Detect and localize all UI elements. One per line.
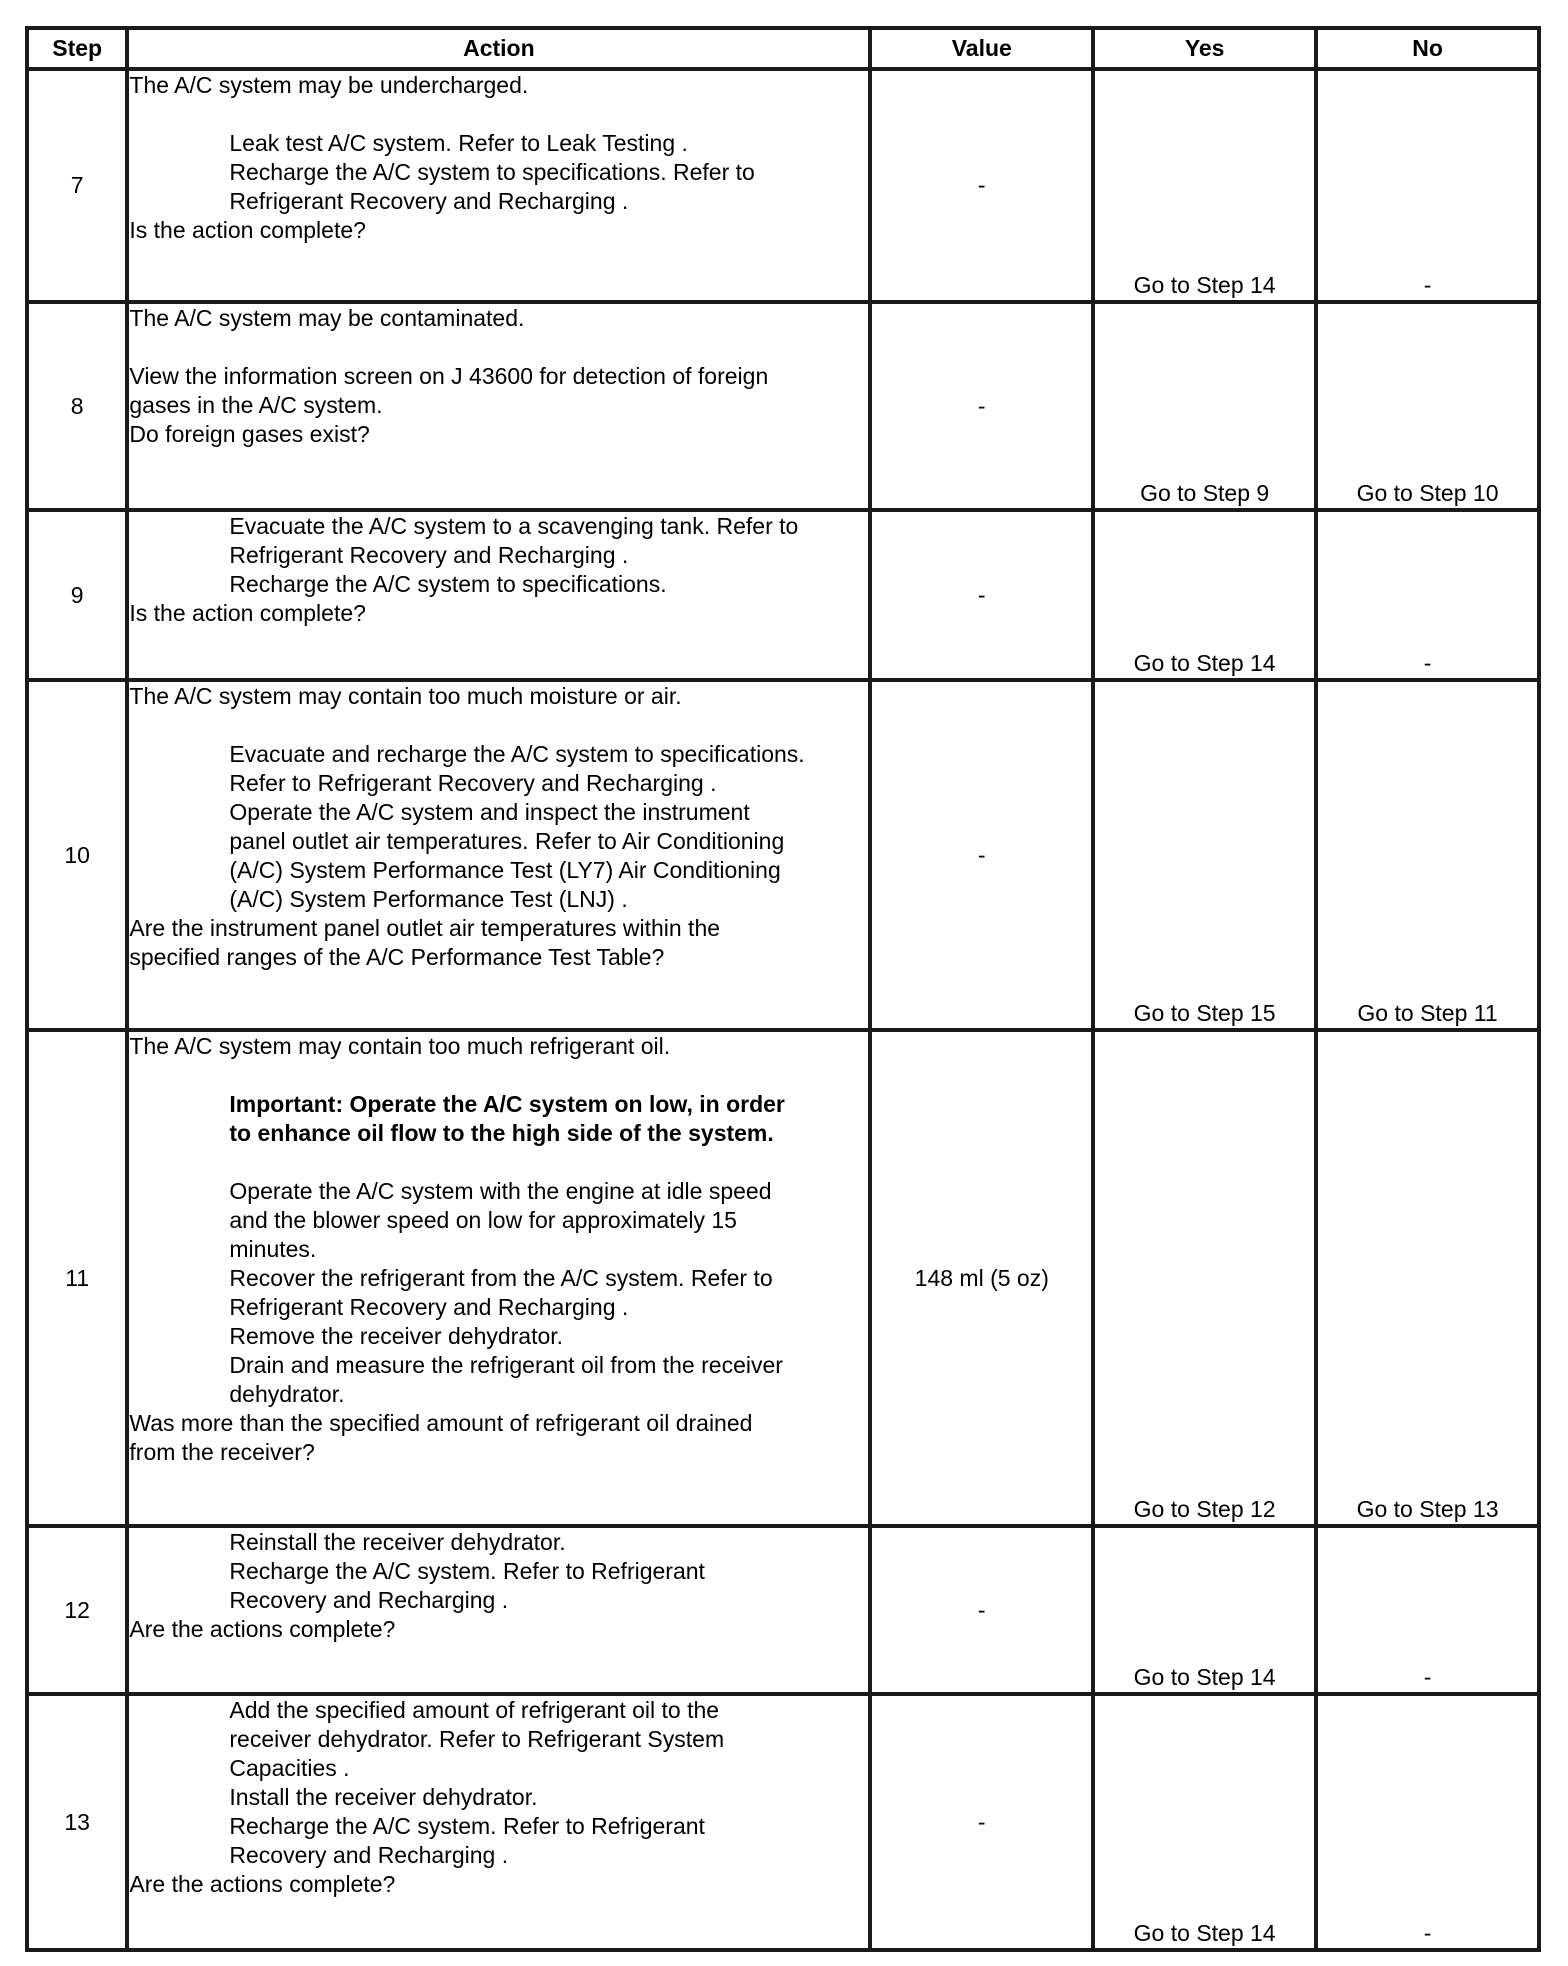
step-number: 13	[27, 1694, 127, 1950]
action-cell	[127, 1030, 870, 1526]
value-cell: -	[870, 1526, 1093, 1694]
value-cell: -	[870, 510, 1093, 680]
table-row	[27, 1526, 1539, 1694]
step-number: 7	[27, 69, 127, 302]
header-value: Value	[870, 28, 1093, 69]
action-line: Recharge the A/C system. Refer to Refrigerant	[229, 1558, 705, 1584]
action-line: Refrigerant Recovery and Recharging .	[229, 1294, 629, 1320]
table-row	[27, 69, 1539, 302]
step-number: 11	[27, 1030, 127, 1526]
header-row	[27, 28, 1539, 69]
action-cell	[127, 302, 870, 510]
action-intro: The A/C system may be undercharged.	[129, 72, 529, 98]
action-line: Capacities .	[229, 1755, 350, 1781]
header-step: Step	[27, 28, 127, 69]
action-line: Operate the A/C system and inspect the instrument	[229, 799, 750, 825]
action-line: Recovery and Recharging .	[229, 1842, 509, 1868]
action-cell	[127, 680, 870, 1030]
yes-cell: Go to Step 12	[1093, 1030, 1316, 1526]
action-cell	[127, 1694, 870, 1950]
action-question: Was more than the specified amount of refrigerant oil drained	[129, 1410, 753, 1436]
action-line: View the information screen on J 43600 for detection of foreign	[129, 363, 769, 389]
action-question: Do foreign gases exist?	[129, 421, 370, 447]
action-line: Refer to Refrigerant Recovery and Recharging .	[229, 770, 717, 796]
action-line: (A/C) System Performance Test (LY7) Air Conditioning	[229, 857, 781, 883]
action-cell	[127, 1526, 870, 1694]
no-cell: Go to Step 13	[1316, 1030, 1539, 1526]
yes-cell: Go to Step 14	[1093, 1694, 1316, 1950]
no-cell: Go to Step 10	[1316, 302, 1539, 510]
action-question: Is the action complete?	[129, 600, 366, 626]
action-line: Add the specified amount of refrigerant oil to the	[229, 1697, 720, 1723]
action-question: Are the actions complete?	[129, 1616, 396, 1642]
action-question: Are the actions complete?	[129, 1871, 396, 1897]
value-cell: 148 ml (5 oz)	[870, 1030, 1093, 1526]
action-question: Are the instrument panel outlet air temperatures within the	[129, 915, 721, 941]
action-question: from the receiver?	[129, 1439, 315, 1465]
action-line: Refrigerant Recovery and Recharging .	[229, 188, 629, 214]
action-line: Refrigerant Recovery and Recharging .	[229, 542, 629, 568]
value-cell: -	[870, 69, 1093, 302]
action-question: specified ranges of the A/C Performance Test Table?	[129, 944, 665, 970]
action-line: Recovery and Recharging .	[229, 1587, 509, 1613]
action-line: and the blower speed on low for approximately 15	[229, 1207, 737, 1233]
step-number: 10	[27, 680, 127, 1030]
action-line: panel outlet air temperatures. Refer to Air Conditioning	[229, 828, 785, 854]
yes-cell: Go to Step 14	[1093, 69, 1316, 302]
yes-cell: Go to Step 14	[1093, 1526, 1316, 1694]
value-cell: -	[870, 302, 1093, 510]
no-cell: Go to Step 11	[1316, 680, 1539, 1030]
important-note: to enhance oil flow to the high side of the system.	[229, 1120, 774, 1146]
action-intro: The A/C system may contain too much moisture or air.	[129, 683, 682, 709]
action-intro: The A/C system may be contaminated.	[129, 305, 525, 331]
action-line: Recover the refrigerant from the A/C system. Refer to	[229, 1265, 773, 1291]
action-line: gases in the A/C system.	[129, 392, 383, 418]
action-intro: The A/C system may contain too much refrigerant oil.	[129, 1033, 671, 1059]
table-row	[27, 680, 1539, 1030]
action-line: receiver dehydrator. Refer to Refrigerant System	[229, 1726, 725, 1752]
no-cell: -	[1316, 1694, 1539, 1950]
action-line: Reinstall the receiver dehydrator.	[229, 1529, 566, 1555]
no-cell: -	[1316, 510, 1539, 680]
important-note: Important: Operate the A/C system on low, in order	[229, 1091, 785, 1117]
action-line: Recharge the A/C system to specifications. Refer to	[229, 159, 755, 185]
value-cell: -	[870, 1694, 1093, 1950]
action-line: Recharge the A/C system to specifications.	[229, 571, 667, 597]
action-cell	[127, 69, 870, 302]
yes-cell: Go to Step 15	[1093, 680, 1316, 1030]
no-cell: -	[1316, 69, 1539, 302]
table-row	[27, 1694, 1539, 1950]
yes-cell: Go to Step 14	[1093, 510, 1316, 680]
action-line: Evacuate and recharge the A/C system to specifications.	[229, 741, 805, 767]
step-number: 9	[27, 510, 127, 680]
action-line: Remove the receiver dehydrator.	[229, 1323, 564, 1349]
action-line: Operate the A/C system with the engine at idle speed	[229, 1178, 772, 1204]
action-line: Drain and measure the refrigerant oil from the receiver	[229, 1352, 783, 1378]
action-line: Install the receiver dehydrator.	[229, 1784, 538, 1810]
action-line: (A/C) System Performance Test (LNJ) .	[229, 886, 628, 912]
header-yes: Yes	[1093, 28, 1316, 69]
action-line: Leak test A/C system. Refer to Leak Testing .	[229, 130, 688, 156]
action-line: Evacuate the A/C system to a scavenging tank. Refer to	[229, 513, 799, 539]
action-question: Is the action complete?	[129, 217, 366, 243]
action-line: minutes.	[229, 1236, 317, 1262]
no-cell: -	[1316, 1526, 1539, 1694]
table-row	[27, 302, 1539, 510]
yes-cell: Go to Step 9	[1093, 302, 1316, 510]
step-number: 12	[27, 1526, 127, 1694]
header-no: No	[1316, 28, 1539, 69]
action-cell	[127, 510, 870, 680]
diagnostic-table	[25, 26, 1541, 1952]
action-line: dehydrator.	[229, 1381, 345, 1407]
value-cell: -	[870, 680, 1093, 1030]
header-action: Action	[127, 28, 870, 69]
table-row	[27, 1030, 1539, 1526]
table-row	[27, 510, 1539, 680]
step-number: 8	[27, 302, 127, 510]
action-line: Recharge the A/C system. Refer to Refrigerant	[229, 1813, 705, 1839]
